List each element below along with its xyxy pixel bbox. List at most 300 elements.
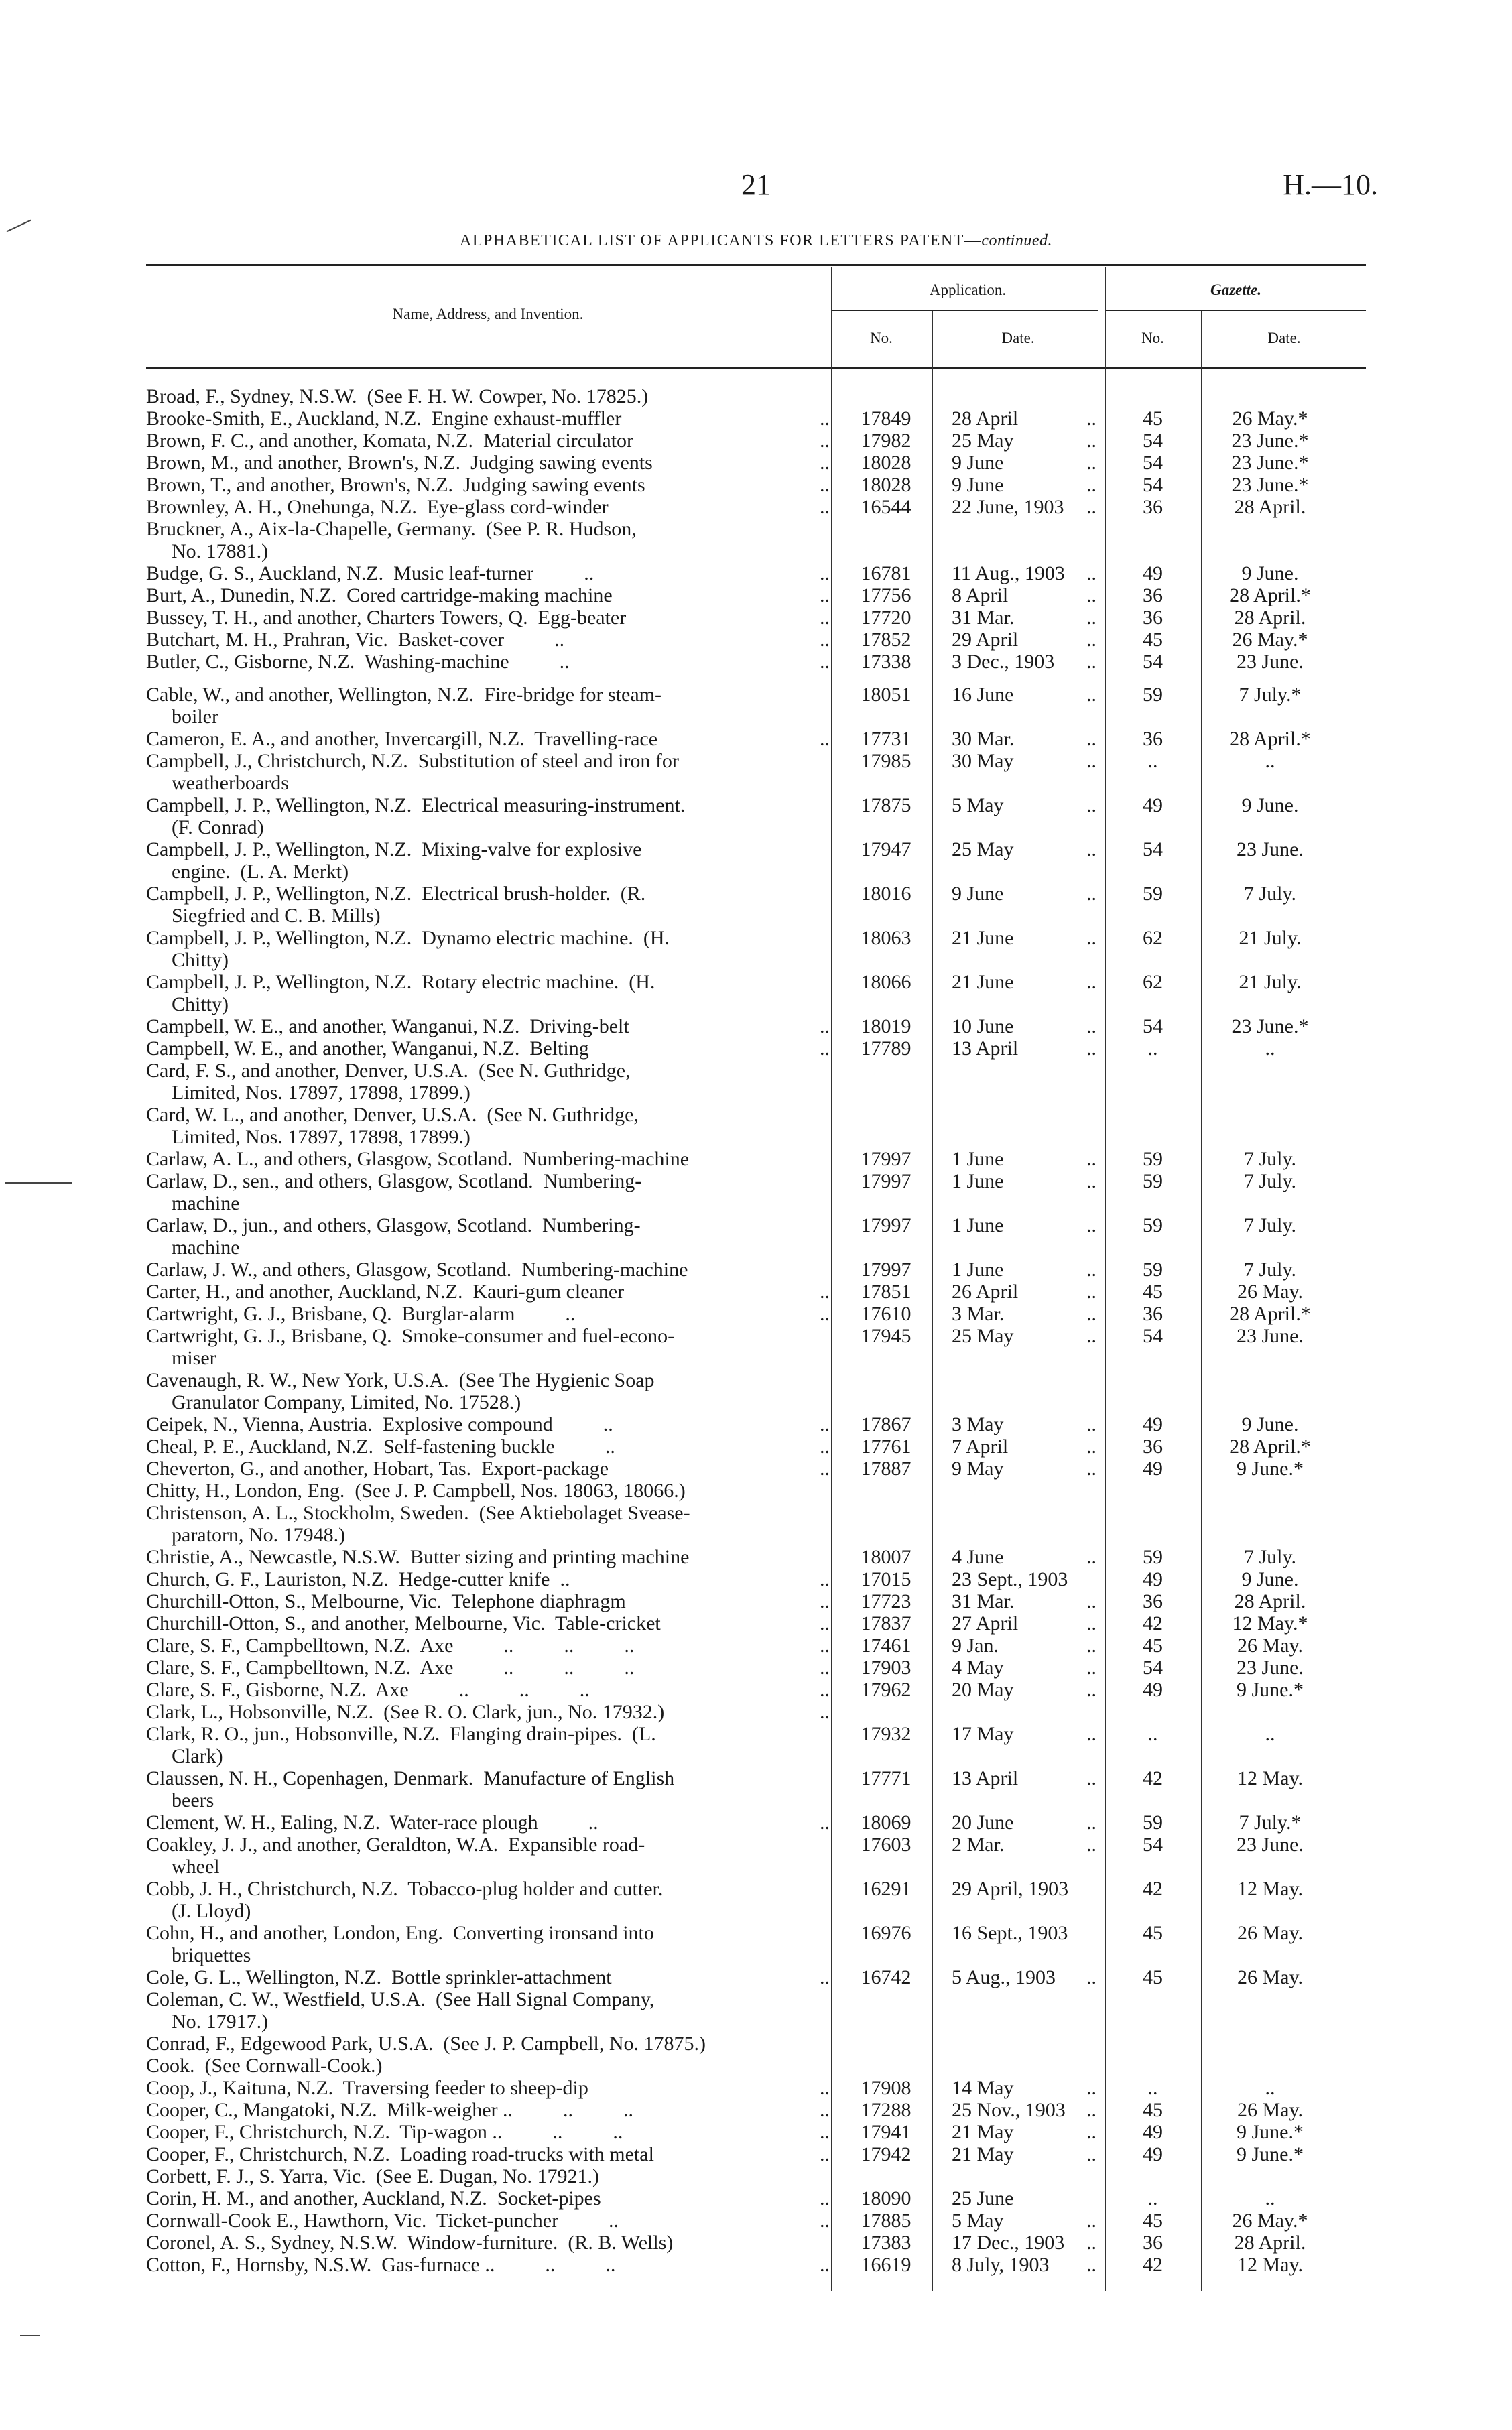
- applicant-entry: [146, 562, 830, 584]
- applicant-entry: [146, 750, 830, 794]
- leader-dots: ..: [1086, 2254, 1096, 2276]
- leader-dots: ..: [1086, 496, 1096, 518]
- col-divider-name: [831, 267, 832, 2291]
- gazette-date: 28 April.: [1234, 2232, 1306, 2254]
- leader-dots: ..: [820, 1568, 830, 1590]
- application-number: 17942: [861, 2143, 911, 2165]
- application-date: 25 May: [952, 430, 1014, 452]
- applicant-entry-line: Bussey, T. H., and another, Charters Towers, Q. Egg-beater: [146, 606, 627, 629]
- gazette-number: 36: [1143, 606, 1163, 629]
- applicant-entry-continuation: No. 17881.): [172, 540, 269, 562]
- gazette-number: ..: [1147, 1037, 1158, 1060]
- application-number: 16781: [861, 562, 911, 584]
- applicant-entry-line: Campbell, J., Christchurch, N.Z. Substitution of steel and iron for: [146, 750, 679, 772]
- application-number: 17997: [861, 1259, 911, 1281]
- applicant-entry-line: Cobb, J. H., Christchurch, N.Z. Tobacco-plug holder and cutter.: [146, 1878, 664, 1900]
- applicant-entry-line: Cohn, H., and another, London, Eng. Converting ironsand into: [146, 1922, 654, 1944]
- leader-dots: ..: [1086, 1413, 1096, 1435]
- gazette-date: 7 July.: [1243, 1259, 1297, 1281]
- leader-dots: ..: [820, 1612, 830, 1635]
- applicant-entry-continuation: Limited, Nos. 17897, 17898, 17899.): [172, 1126, 470, 1148]
- leader-dots: ..: [1086, 407, 1096, 430]
- applicant-entry: [146, 430, 830, 452]
- page-number: 21: [741, 168, 771, 201]
- application-number: 17789: [861, 1037, 911, 1060]
- column-header-application: Application.: [929, 281, 1007, 298]
- gazette-number: 62: [1143, 971, 1163, 993]
- applicant-entry-line: Clement, W. H., Ealing, N.Z. Water-race plough ..: [146, 1811, 598, 1834]
- leader-dots: ..: [820, 407, 830, 430]
- applicant-entry-line: Conrad, F., Edgewood Park, U.S.A. (See J. P. Campbell, No. 17875.): [146, 2033, 706, 2055]
- applicant-entry-line: Carlaw, A. L., and others, Glasgow, Scotland. Numbering-machine: [146, 1148, 690, 1170]
- gazette-number: 54: [1143, 452, 1163, 474]
- application-date: 16 June: [952, 684, 1014, 706]
- leader-dots: ..: [1086, 1037, 1096, 1060]
- gazette-number: 36: [1143, 1303, 1163, 1325]
- applicant-entry-line: Butchart, M. H., Prahran, Vic. Basket-cover ..: [146, 629, 565, 651]
- applicant-entry-line: Ceipek, N., Vienna, Austria. Explosive compound ..: [146, 1413, 613, 1435]
- application-date: 11 Aug., 1903: [952, 562, 1065, 584]
- application-date: 20 May: [952, 1679, 1014, 1701]
- applicant-entry: [146, 1060, 830, 1104]
- gazette-date: 12 May.: [1237, 1878, 1304, 1900]
- gazette-date: 26 May.: [1237, 1281, 1304, 1303]
- applicant-entry-line: Clare, S. F., Gisborne, N.Z. Axe .. .. ..: [146, 1679, 590, 1701]
- applicant-entry: [146, 651, 830, 673]
- leader-dots: ..: [820, 606, 830, 629]
- gazette-number: 45: [1143, 1922, 1163, 1944]
- gazette-number: 54: [1143, 1657, 1163, 1679]
- applicant-entry: [146, 496, 830, 518]
- application-date: 10 June: [952, 1015, 1014, 1037]
- applicant-entry-continuation: Chitty): [172, 949, 229, 971]
- applicant-entry: [146, 2121, 830, 2143]
- header-bottom-rule: [146, 367, 1366, 369]
- application-date: 28 April: [952, 407, 1019, 430]
- applicant-entry-line: Christie, A., Newcastle, N.S.W. Butter sizing and printing machine: [146, 1546, 690, 1568]
- applicant-entry: [146, 2099, 830, 2121]
- leader-dots: ..: [1086, 1723, 1096, 1745]
- applicant-entry-line: Cooper, F., Christchurch, N.Z. Tip-wagon .. .. ..: [146, 2121, 623, 2143]
- gazette-date: 26 May.*: [1232, 407, 1308, 430]
- gazette-date: 12 May.: [1237, 1767, 1304, 1789]
- application-number: 17887: [861, 1458, 911, 1480]
- leader-dots: ..: [820, 1015, 830, 1037]
- application-number: 17941: [861, 2121, 911, 2143]
- gazette-date: 23 June.*: [1231, 452, 1309, 474]
- application-date: 21 June: [952, 971, 1014, 993]
- gazette-date: 28 April.*: [1229, 1303, 1311, 1325]
- leader-dots: ..: [820, 1701, 830, 1723]
- applicant-entry: [146, 1612, 830, 1635]
- leader-dots: ..: [1086, 2210, 1096, 2232]
- gazette-date: 28 April.*: [1229, 584, 1311, 606]
- applicant-entry: [146, 2033, 830, 2055]
- applicant-entry-continuation: Granulator Company, Limited, No. 17528.): [172, 1391, 521, 1413]
- applicant-entry: [146, 1104, 830, 1148]
- leader-dots: ..: [820, 1037, 830, 1060]
- gazette-date: 9 June.: [1241, 562, 1299, 584]
- application-date: 5 Aug., 1903: [952, 1966, 1056, 1988]
- applicant-entry-continuation: engine. (L. A. Merkt): [172, 860, 349, 883]
- gazette-number: 42: [1143, 1767, 1163, 1789]
- application-date: 3 Mar.: [952, 1303, 1005, 1325]
- applicant-entry: [146, 1723, 830, 1767]
- application-number: 17761: [861, 1435, 911, 1458]
- applicant-entry-continuation: (J. Lloyd): [172, 1900, 251, 1922]
- column-header-name: Name, Address, and Invention.: [392, 306, 584, 322]
- gazette-date: 28 April.*: [1229, 1435, 1311, 1458]
- application-number: 18019: [861, 1015, 911, 1037]
- gazette-number: 62: [1143, 927, 1163, 949]
- gazette-number: 45: [1143, 1281, 1163, 1303]
- leader-dots: ..: [820, 1281, 830, 1303]
- gazette-number: 59: [1143, 1811, 1163, 1834]
- leader-dots: ..: [820, 562, 830, 584]
- leader-dots: ..: [820, 1679, 830, 1701]
- gazette-date: 26 May.*: [1232, 629, 1308, 651]
- applicant-entry-line: Coop, J., Kaituna, N.Z. Traversing feeder to sheep-dip: [146, 2077, 588, 2099]
- col-divider-appno: [932, 311, 933, 2291]
- gazette-date: 23 June.*: [1231, 1015, 1309, 1037]
- running-title: [0, 232, 1512, 250]
- applicant-entry-line: Clare, S. F., Campbelltown, N.Z. Axe .. .. ..: [146, 1635, 635, 1657]
- gazette-number: 42: [1143, 1878, 1163, 1900]
- gazette-date: 9 June.: [1241, 794, 1299, 816]
- applicant-entry: [146, 1369, 830, 1413]
- applicant-entry-continuation: Limited, Nos. 17897, 17898, 17899.): [172, 1082, 470, 1104]
- applicant-entry-continuation: boiler: [172, 706, 218, 728]
- gazette-number: 36: [1143, 496, 1163, 518]
- gazette-number: 49: [1143, 1413, 1163, 1435]
- col-divider-gazno: [1201, 311, 1202, 2291]
- application-date: 23 Sept., 1903: [952, 1568, 1068, 1590]
- leader-dots: ..: [1086, 430, 1096, 452]
- applicant-entry: [146, 1015, 830, 1037]
- application-number: 16619: [861, 2254, 911, 2276]
- leader-dots: ..: [820, 452, 830, 474]
- leader-dots: ..: [1086, 971, 1096, 993]
- gazette-date: 21 July.: [1239, 927, 1302, 949]
- application-date: 25 June: [952, 2187, 1014, 2210]
- application-date: 27 April: [952, 1612, 1019, 1635]
- applicant-entry-continuation: briquettes: [172, 1944, 251, 1966]
- gazette-date: 9 June.: [1241, 1413, 1299, 1435]
- applicant-entry-line: Bruckner, A., Aix-la-Chapelle, Germany. (See P. R. Hudson,: [146, 518, 637, 540]
- applicant-entry-line: Church, G. F., Lauriston, N.Z. Hedge-cutter knife ..: [146, 1568, 570, 1590]
- application-number: 17288: [861, 2099, 911, 2121]
- applicant-entry: [146, 1679, 830, 1701]
- applicant-entry-line: Churchill-Otton, S., and another, Melbourne, Vic. Table-cricket: [146, 1612, 661, 1635]
- gazette-number: 49: [1143, 1679, 1163, 1701]
- applicant-entry-line: Campbell, W. E., and another, Wanganui, N.Z. Driving-belt: [146, 1015, 629, 1037]
- application-date: 31 Mar.: [952, 1590, 1015, 1612]
- running-title-continued: continued.: [981, 232, 1052, 249]
- leader-dots: ..: [1086, 474, 1096, 496]
- application-number: 17461: [861, 1635, 911, 1657]
- applicant-entry-line: Brown, F. C., and another, Komata, N.Z. Material circulator: [146, 430, 634, 452]
- application-date: 21 May: [952, 2143, 1014, 2165]
- application-number: 16544: [861, 496, 911, 518]
- gazette-date: 28 April.: [1234, 496, 1306, 518]
- leader-dots: ..: [820, 629, 830, 651]
- applicant-entry: [146, 2143, 830, 2165]
- applicant-entry: [146, 1568, 830, 1590]
- column-header-gazette-no: No.: [1141, 330, 1164, 346]
- margin-mark: [20, 2335, 40, 2336]
- applicant-entry: [146, 1281, 830, 1303]
- application-number: 17731: [861, 728, 911, 750]
- application-number: 16742: [861, 1966, 911, 1988]
- gazette-under-rule: [1106, 310, 1366, 311]
- leader-dots: ..: [1086, 1458, 1096, 1480]
- applicant-entry-line: Campbell, J. P., Wellington, N.Z. Electrical brush-holder. (R.: [146, 883, 646, 905]
- applicant-entry: [146, 838, 830, 883]
- applicant-entry-line: Cameron, E. A., and another, Invercargill, N.Z. Travelling-race: [146, 728, 658, 750]
- application-date: 8 July, 1903: [952, 2254, 1050, 2276]
- applicant-entry-line: Burt, A., Dunedin, N.Z. Cored cartridge-making machine: [146, 584, 613, 606]
- leader-dots: ..: [820, 1966, 830, 1988]
- gazette-number: 49: [1143, 2121, 1163, 2143]
- margin-mark: [6, 220, 31, 233]
- gazette-number: 54: [1143, 651, 1163, 673]
- applicant-entry-line: Campbell, J. P., Wellington, N.Z. Dynamo electric machine. (H.: [146, 927, 670, 949]
- application-date: 2 Mar.: [952, 1834, 1005, 1856]
- application-number: 18066: [861, 971, 911, 993]
- applicant-entry: [146, 452, 830, 474]
- leader-dots: ..: [820, 584, 830, 606]
- applicant-entry: [146, 2055, 830, 2077]
- application-date: 9 June: [952, 452, 1004, 474]
- gazette-date: 26 May.: [1237, 1635, 1304, 1657]
- applicant-entry-line: Brown, T., and another, Brown's, N.Z. Judging sawing events: [146, 474, 645, 496]
- application-date: 1 June: [952, 1214, 1004, 1236]
- application-number: 17383: [861, 2232, 911, 2254]
- document-code: H.—10.: [1283, 168, 1378, 201]
- gazette-date: ..: [1265, 2077, 1275, 2099]
- gazette-date: 23 June.: [1237, 1657, 1304, 1679]
- leader-dots: ..: [1086, 1834, 1096, 1856]
- gazette-number: 45: [1143, 407, 1163, 430]
- applicant-entry-line: Clark, R. O., jun., Hobsonville, N.Z. Flanging drain-pipes. (L.: [146, 1723, 656, 1745]
- application-number: 17875: [861, 794, 911, 816]
- gazette-number: 36: [1143, 1435, 1163, 1458]
- application-number: 16291: [861, 1878, 911, 1900]
- application-number: 18063: [861, 927, 911, 949]
- gazette-number: 45: [1143, 1635, 1163, 1657]
- application-number: 17982: [861, 430, 911, 452]
- application-number: 17945: [861, 1325, 911, 1347]
- gazette-number: 49: [1143, 794, 1163, 816]
- leader-dots: ..: [1086, 584, 1096, 606]
- applicant-entry: [146, 2187, 830, 2210]
- applicant-entry-continuation: wheel: [172, 1856, 220, 1878]
- gazette-number: 36: [1143, 2232, 1163, 2254]
- leader-dots: ..: [1086, 1259, 1096, 1281]
- application-number: 17723: [861, 1590, 911, 1612]
- applicant-entry-line: Clare, S. F., Campbelltown, N.Z. Axe .. .. ..: [146, 1657, 635, 1679]
- application-date: 20 June: [952, 1811, 1014, 1834]
- applicant-entry-continuation: Chitty): [172, 993, 229, 1015]
- gazette-number: 45: [1143, 1966, 1163, 1988]
- application-date: 1 June: [952, 1148, 1004, 1170]
- applicant-entry-line: Cole, G. L., Wellington, N.Z. Bottle sprinkler-attachment: [146, 1966, 612, 1988]
- application-date: 9 May: [952, 1458, 1004, 1480]
- application-date: 14 May: [952, 2077, 1014, 2099]
- leader-dots: ..: [1086, 1325, 1096, 1347]
- applicant-entry-line: Card, W. L., and another, Denver, U.S.A. (See N. Guthridge,: [146, 1104, 639, 1126]
- gazette-number: 59: [1143, 684, 1163, 706]
- application-number: 17997: [861, 1148, 911, 1170]
- gazette-number: 36: [1143, 1590, 1163, 1612]
- application-date: 17 Dec., 1903: [952, 2232, 1065, 2254]
- applicant-entry-continuation: beers: [172, 1789, 214, 1811]
- applicant-entry: [146, 1458, 830, 1480]
- application-date: 22 June, 1903: [952, 496, 1064, 518]
- leader-dots: ..: [820, 1413, 830, 1435]
- leader-dots: ..: [1086, 629, 1096, 651]
- applicant-entry: [146, 584, 830, 606]
- gazette-date: 12 May.: [1237, 2254, 1304, 2276]
- applicant-entry: [146, 629, 830, 651]
- applicant-entry: [146, 927, 830, 971]
- leader-dots: ..: [1086, 1767, 1096, 1789]
- application-number: 17867: [861, 1413, 911, 1435]
- gazette-date: 7 July.*: [1239, 684, 1302, 706]
- leader-dots: ..: [1086, 794, 1096, 816]
- leader-dots: ..: [820, 2121, 830, 2143]
- applicant-entry-line: Coleman, C. W., Westfield, U.S.A. (See Hall Signal Company,: [146, 1988, 655, 2010]
- application-date: 29 April: [952, 629, 1019, 651]
- gazette-date: 23 June.*: [1231, 430, 1309, 452]
- gazette-date: 23 June.: [1237, 1834, 1304, 1856]
- applicant-entry: [146, 1502, 830, 1546]
- applicant-entry: [146, 1701, 830, 1723]
- applicant-entry-line: Claussen, N. H., Copenhagen, Denmark. Manufacture of English: [146, 1767, 675, 1789]
- applicant-entry: [146, 1546, 830, 1568]
- gazette-number: 59: [1143, 1259, 1163, 1281]
- application-number: 17962: [861, 1679, 911, 1701]
- applicant-entry-line: Christenson, A. L., Stockholm, Sweden. (See Aktiebolaget Svease-: [146, 1502, 690, 1524]
- gazette-date: 9 June.: [1241, 1568, 1299, 1590]
- gazette-number: 36: [1143, 584, 1163, 606]
- leader-dots: ..: [1086, 684, 1096, 706]
- leader-dots: ..: [1086, 750, 1096, 772]
- application-date: 30 May: [952, 750, 1014, 772]
- gazette-date: 28 April.: [1234, 606, 1306, 629]
- application-date: 8 April: [952, 584, 1009, 606]
- leader-dots: ..: [1086, 2099, 1096, 2121]
- gazette-number: 59: [1143, 883, 1163, 905]
- applicant-entry: [146, 1303, 830, 1325]
- leader-dots: ..: [1086, 1657, 1096, 1679]
- applicant-entry-line: Carter, H., and another, Auckland, N.Z. Kauri-gum cleaner: [146, 1281, 625, 1303]
- column-header-app-no: No.: [870, 330, 893, 346]
- application-number: 18051: [861, 684, 911, 706]
- applicant-entry-line: Cheal, P. E., Auckland, N.Z. Self-fastening buckle ..: [146, 1435, 615, 1458]
- applicant-entry: [146, 1878, 830, 1922]
- leader-dots: ..: [1086, 728, 1096, 750]
- applicant-entry: [146, 1259, 830, 1281]
- applicant-entry-line: Coakley, J. J., and another, Geraldton, W.A. Expansible road-: [146, 1834, 645, 1856]
- applicant-entry: [146, 2165, 830, 2187]
- application-number: 17903: [861, 1657, 911, 1679]
- leader-dots: ..: [820, 1657, 830, 1679]
- applicant-entry: [146, 2077, 830, 2099]
- leader-dots: ..: [820, 430, 830, 452]
- application-date: 31 Mar.: [952, 606, 1015, 629]
- applicant-entry-line: Corbett, F. J., S. Yarra, Vic. (See E. Dugan, No. 17921.): [146, 2165, 600, 2187]
- application-number: 17852: [861, 629, 911, 651]
- applicant-entry-line: Corin, H. M., and another, Auckland, N.Z. Socket-pipes: [146, 2187, 601, 2210]
- applicant-entry-line: Cheverton, G., and another, Hobart, Tas. Export-package: [146, 1458, 609, 1480]
- application-number: 17720: [861, 606, 911, 629]
- applicant-entry: [146, 1413, 830, 1435]
- gazette-number: 45: [1143, 629, 1163, 651]
- leader-dots: ..: [820, 728, 830, 750]
- col-divider-app-gazette: [1105, 267, 1106, 2291]
- applicant-entry: [146, 1590, 830, 1612]
- applicant-entry: [146, 883, 830, 927]
- application-number: 17908: [861, 2077, 911, 2099]
- application-number: 17997: [861, 1214, 911, 1236]
- leader-dots: ..: [1086, 1435, 1096, 1458]
- application-number: 17771: [861, 1767, 911, 1789]
- applicant-entry-line: Brooke-Smith, E., Auckland, N.Z. Engine exhaust-muffler: [146, 407, 622, 430]
- applicant-entry-line: Churchill-Otton, S., Melbourne, Vic. Telephone diaphragm: [146, 1590, 626, 1612]
- application-under-rule: [831, 310, 1098, 311]
- leader-dots: ..: [1086, 1546, 1096, 1568]
- application-date: 7 April: [952, 1435, 1009, 1458]
- gazette-date: 7 July.: [1243, 1214, 1297, 1236]
- applicant-entry: [146, 474, 830, 496]
- leader-dots: ..: [1086, 1303, 1096, 1325]
- leader-dots: ..: [1086, 1214, 1096, 1236]
- applicant-entry: [146, 1037, 830, 1060]
- application-number: 17932: [861, 1723, 911, 1745]
- gazette-number: 49: [1143, 2143, 1163, 2165]
- applicant-entry-line: Cartwright, G. J., Brisbane, Q. Burglar-alarm ..: [146, 1303, 576, 1325]
- gazette-date: 9 June.*: [1237, 1679, 1304, 1701]
- application-date: 9 June: [952, 474, 1004, 496]
- applicant-entry: [146, 728, 830, 750]
- application-date: 9 June: [952, 883, 1004, 905]
- margin-mark: [5, 1182, 72, 1184]
- applicant-entry: [146, 407, 830, 430]
- gazette-date: 23 June.*: [1231, 474, 1309, 496]
- applicant-entry-line: Cornwall-Cook E., Hawthorn, Vic. Ticket-puncher ..: [146, 2210, 619, 2232]
- leader-dots: ..: [820, 2210, 830, 2232]
- gazette-date: 7 July.: [1243, 1148, 1297, 1170]
- applicant-entry-line: Campbell, J. P., Wellington, N.Z. Rotary electric machine. (H.: [146, 971, 655, 993]
- gazette-number: ..: [1147, 1723, 1158, 1745]
- leader-dots: ..: [1086, 838, 1096, 860]
- application-number: 17985: [861, 750, 911, 772]
- applicant-entry-line: Clark, L., Hobsonville, N.Z. (See R. O. Clark, jun., No. 17932.): [146, 1701, 665, 1723]
- applicant-entry-line: Carlaw, D., sen., and others, Glasgow, Scotland. Numbering-: [146, 1170, 642, 1192]
- applicant-entry-line: Campbell, W. E., and another, Wanganui, N.Z. Belting: [146, 1037, 589, 1060]
- applicant-entry: [146, 2254, 830, 2276]
- applicant-entry: [146, 1922, 830, 1966]
- applicant-entry-line: Cartwright, G. J., Brisbane, Q. Smoke-consumer and fuel-econo-: [146, 1325, 675, 1347]
- application-date: 26 April: [952, 1281, 1019, 1303]
- applicant-entry-continuation: Clark): [172, 1745, 223, 1767]
- gazette-date: 21 July.: [1239, 971, 1302, 993]
- applicant-entry: [146, 518, 830, 562]
- applicant-entry-continuation: machine: [172, 1236, 240, 1259]
- applicant-entry-line: Cotton, F., Hornsby, N.S.W. Gas-furnace .. .. ..: [146, 2254, 616, 2276]
- application-number: 17837: [861, 1612, 911, 1635]
